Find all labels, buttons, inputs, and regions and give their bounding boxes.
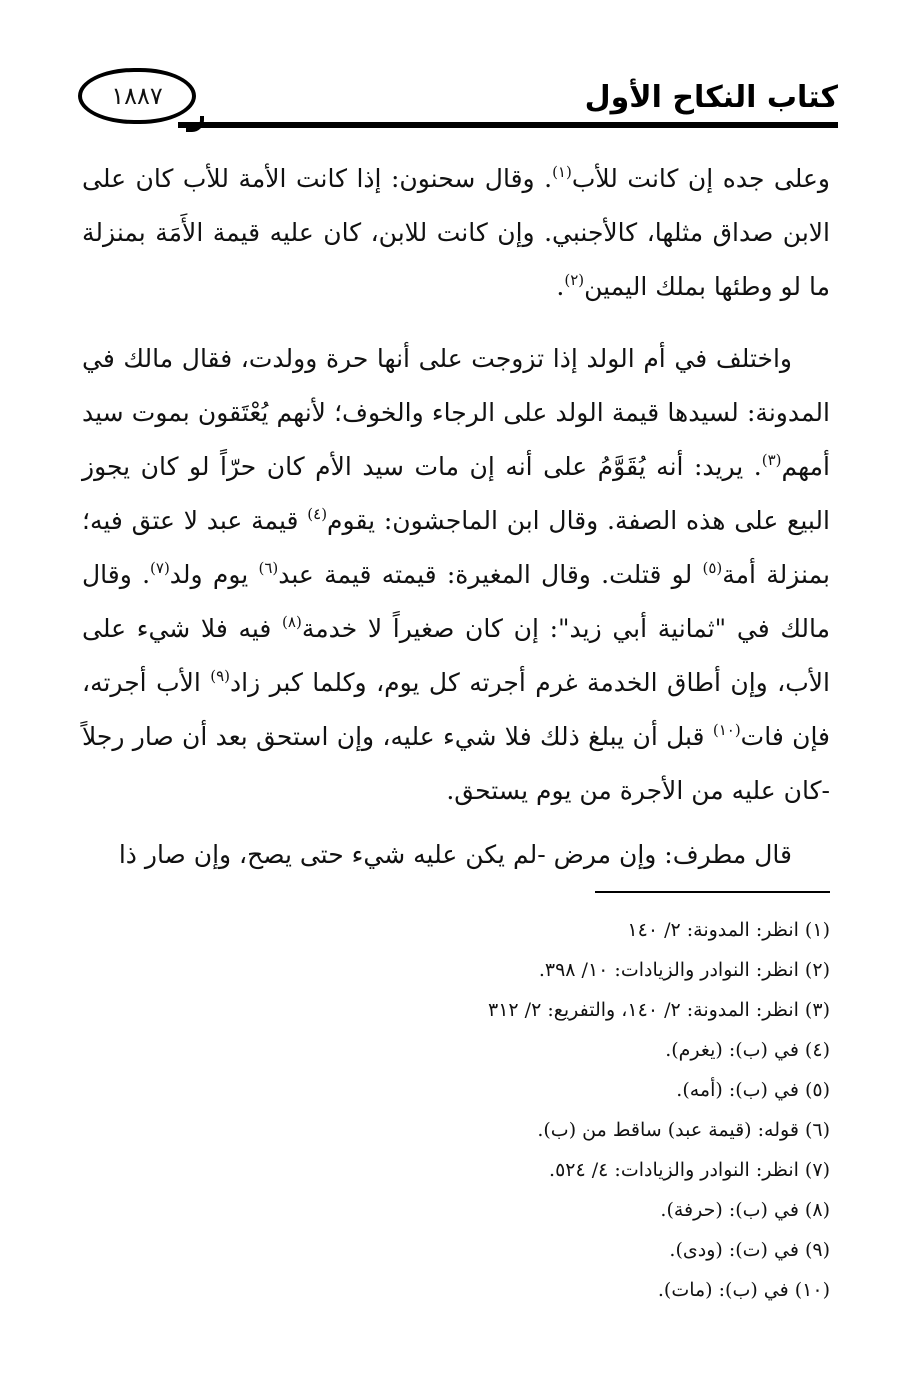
- text-run: واختلف في أم الولد إذا تزوجت على أنها حرة وولدت، فقال مالك في المدونة: لسيدها قيمة الولد على الرجاء والخوف؛ لأنهم يُعْتَقون بموت سيد أمهم: [82, 344, 830, 481]
- footnote: (٢) انظر: النوادر والزيادات: ١٠/ ٣٩٨.: [538, 959, 830, 981]
- main-text: [82, 152, 830, 882]
- paragraph: [82, 828, 830, 882]
- page-number: ١٨٨٧: [111, 82, 163, 110]
- footnote: (٦) قوله: (قيمة عبد) ساقط من (ب).: [537, 1119, 830, 1141]
- running-header: [78, 62, 838, 132]
- footnote: (٩) في (ت): (ودى).: [669, 1239, 830, 1261]
- text-run: قيمة عبد لا عتق فيه؛ بمنزلة أمة: [82, 506, 831, 589]
- text-run: لو قتلت. وقال المغيرة: قيمته قيمة عبد: [278, 560, 703, 589]
- text-run: . وقال مالك في "ثمانية أبي زيد": إن كان صغيراً لا خدمة: [82, 560, 831, 643]
- footnote: (١٠) في (ب): (مات).: [657, 1279, 830, 1301]
- footnote-ref: (٨): [282, 613, 302, 631]
- text-run: فيه فلا شيء على الأب، وإن أطاق الخدمة غرم أجرته كل يوم، وكلما كبر زاد: [82, 614, 830, 697]
- text-run: .: [556, 272, 565, 301]
- text-run: وعلى جده إن كانت للأب: [571, 164, 830, 193]
- text-run: قال مطرف: وإن مرض -لم يكن عليه شيء حتى يصح، وإن صار ذا: [118, 840, 792, 869]
- book-title: كتاب النكاح الأول: [584, 80, 838, 115]
- text-run: . يريد: أنه يُقَوَّمُ على أنه إن مات سيد الأم كان حرّاً لو كان يجوز البيع على هذه الصفة. وقال ابن الماجشون: يقوم: [82, 452, 830, 535]
- footnote-ref: (٥): [702, 559, 723, 577]
- footnote-ref: (٣): [761, 451, 782, 469]
- footnote-ref: (٧): [150, 559, 170, 577]
- paragraph: [82, 152, 830, 314]
- text-run: الأب أجرته، فإن فات: [82, 668, 831, 751]
- footnote: (٣) انظر: المدونة: ٢/ ١٤٠، والتفريع: ٢/ ٣١٢: [488, 999, 830, 1021]
- footnote-ref: (٤): [307, 505, 328, 523]
- footnote: (٥) في (ب): (أمه).: [676, 1079, 830, 1101]
- footnote-ref: (٩): [210, 667, 231, 685]
- footnote-ref: (١٠): [712, 721, 741, 739]
- text-run: يوم ولد: [169, 560, 259, 589]
- text-run: قبل أن يبلغ ذلك فلا شيء عليه، وإن استحق بعد أن صار رجلاً -كان عليه من الأجرة من يوم يستحق.: [82, 722, 830, 805]
- footnote: (٨) في (ب): (حرفة).: [660, 1199, 830, 1221]
- footnote: (٧) انظر: النوادر والزيادات: ٤/ ٥٢٤.: [549, 1159, 830, 1181]
- footnote: (٤) في (ب): (يغرم).: [665, 1039, 830, 1061]
- footnote: (١) انظر: المدونة: ٢/ ١٤٠: [627, 919, 830, 941]
- header-rule: [178, 122, 838, 128]
- footnote-separator: [595, 891, 830, 893]
- footnote-ref: (١): [552, 163, 572, 181]
- text-run: . وقال سحنون: إذا كانت الأمة للأب كان على الابن صداق مثلها، كالأجنبي. وإن كانت للابن، كان عليه قيمة الأَمَة بمنزلة ما لو وطئها بملك اليمين: [82, 164, 830, 301]
- footnotes-list: [82, 910, 830, 1310]
- footnote-ref: (٢): [564, 271, 585, 289]
- footnote-ref: (٦): [258, 559, 279, 577]
- paragraph: [82, 332, 830, 818]
